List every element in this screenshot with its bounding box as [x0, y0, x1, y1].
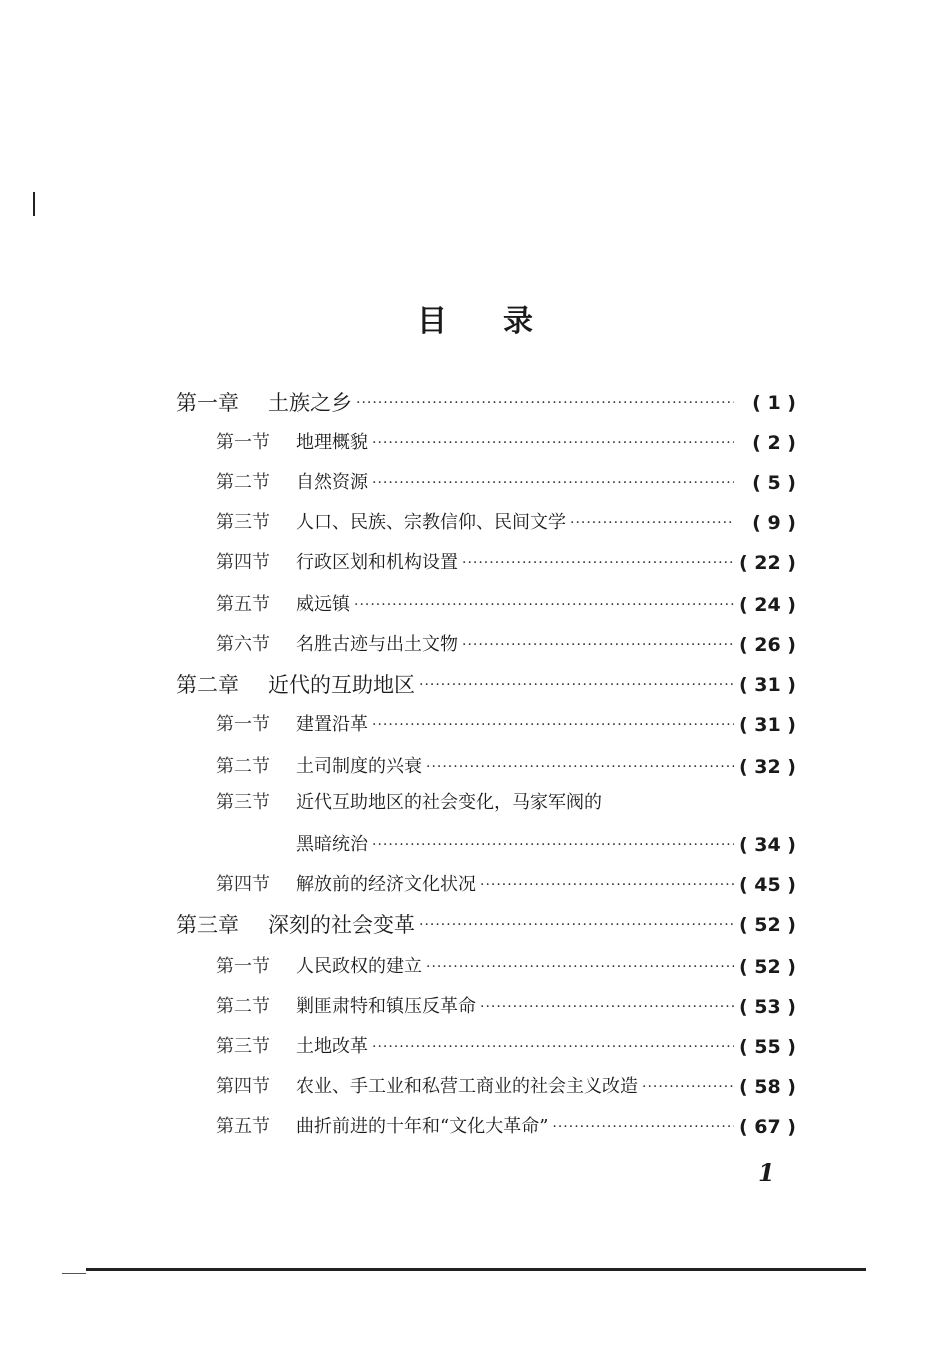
section-number: 第六节: [216, 634, 270, 655]
toc-section-row: [296, 828, 796, 862]
toc-chapter-row: [176, 908, 796, 942]
dot-leader: [480, 990, 734, 1024]
page-reference: ( 24 ): [738, 594, 796, 616]
toc-section-row: [216, 546, 796, 580]
chapter-number: 第一章: [176, 391, 239, 415]
section-title: 名胜古迹与出土文物: [296, 634, 458, 655]
dot-leader: [462, 628, 734, 662]
dot-leader: [372, 426, 734, 460]
dot-leader: [372, 1030, 734, 1064]
section-number: 第四节: [216, 552, 270, 573]
section-title: 自然资源: [296, 472, 368, 493]
page-reference: ( 67 ): [738, 1116, 796, 1138]
section-number: 第一节: [216, 714, 270, 735]
dot-leader: [552, 1110, 734, 1144]
section-title: 黑暗统治: [296, 834, 368, 855]
toc-section-row: [216, 506, 796, 540]
section-number: 第二节: [216, 472, 270, 493]
dot-leader: [372, 828, 734, 862]
page-reference: ( 31 ): [738, 714, 796, 736]
section-title: 人口、民族、宗教信仰、民间文学: [296, 512, 566, 533]
section-title: 农业、手工业和私营工商业的社会主义改造: [296, 1076, 638, 1097]
section-number: 第五节: [216, 1116, 270, 1137]
toc-chapter-row: [176, 386, 796, 420]
chapter-number: 第二章: [176, 673, 239, 697]
bottom-rule-thin: [62, 1273, 86, 1274]
toc-section-row: [216, 990, 796, 1024]
page-reference: ( 1 ): [752, 392, 796, 414]
dot-leader: [480, 868, 734, 902]
dot-leader: [419, 668, 734, 702]
dot-leader: [462, 546, 734, 580]
dot-leader: [372, 708, 734, 742]
toc-section-row: [216, 868, 796, 902]
page-reference: ( 52 ): [738, 956, 796, 978]
title-char-2: 录: [503, 304, 533, 339]
section-title: 建置沿革: [296, 714, 368, 735]
toc-section-row: [216, 426, 796, 460]
page-reference: ( 31 ): [738, 674, 796, 696]
page-reference: ( 26 ): [738, 634, 796, 656]
bottom-rule: [86, 1268, 866, 1271]
page-reference: ( 9 ): [752, 512, 796, 534]
section-title: 近代互助地区的社会变化，马家军阀的: [296, 792, 602, 813]
toc-section-row: [216, 628, 796, 662]
section-number: 第一节: [216, 432, 270, 453]
dot-leader: [642, 1070, 734, 1104]
section-title: 威远镇: [296, 594, 350, 615]
page-reference: ( 52 ): [738, 914, 796, 936]
page-reference: ( 34 ): [738, 834, 796, 856]
toc-section-row: [216, 786, 796, 820]
section-title: 剿匪肃特和镇压反革命: [296, 996, 476, 1017]
dot-leader: [372, 466, 734, 500]
title-char-1: 目: [417, 304, 447, 339]
page-reference: ( 22 ): [738, 552, 796, 574]
section-number: 第三节: [216, 1036, 270, 1057]
page-number: 1: [758, 1158, 775, 1187]
section-title: 曲折前进的十年和“文化大革命”: [296, 1116, 549, 1137]
section-title: 土地改革: [296, 1036, 368, 1057]
dot-leader: [354, 588, 734, 622]
chapter-number: 第三章: [176, 913, 239, 937]
section-number: 第二节: [216, 756, 270, 777]
section-title: 行政区划和机构设置: [296, 552, 458, 573]
toc-section-row: [216, 950, 796, 984]
toc-section-row: [216, 1110, 796, 1144]
section-number: 第四节: [216, 1076, 270, 1097]
dot-leader: [426, 950, 734, 984]
toc-section-row: [216, 708, 796, 742]
section-number: 第四节: [216, 874, 270, 895]
page-reference: ( 55 ): [738, 1036, 796, 1058]
section-title: 土司制度的兴衰: [296, 756, 422, 777]
page-reference: ( 45 ): [738, 874, 796, 896]
toc-section-row: [216, 750, 796, 784]
chapter-title: 深刻的社会变革: [268, 913, 415, 937]
section-title: 人民政权的建立: [296, 956, 422, 977]
dot-leader: [356, 386, 734, 420]
section-title: 地理概貌: [296, 432, 368, 453]
section-number: 第三节: [216, 512, 270, 533]
chapter-title: 土族之乡: [268, 391, 352, 415]
toc-section-row: [216, 1030, 796, 1064]
chapter-title: 近代的互助地区: [268, 673, 415, 697]
page-reference: ( 58 ): [738, 1076, 796, 1098]
section-title: 解放前的经济文化状况: [296, 874, 476, 895]
section-number: 第一节: [216, 956, 270, 977]
toc-section-row: [216, 588, 796, 622]
page-reference: ( 2 ): [752, 432, 796, 454]
page-reference: ( 5 ): [752, 472, 796, 494]
section-number: 第三节: [216, 792, 270, 813]
page-reference: ( 53 ): [738, 996, 796, 1018]
dot-leader: [426, 750, 734, 784]
toc-section-row: [216, 1070, 796, 1104]
section-number: 第二节: [216, 996, 270, 1017]
page-reference: ( 32 ): [738, 756, 796, 778]
section-number: 第五节: [216, 594, 270, 615]
dot-leader: [419, 908, 734, 942]
dot-leader: [570, 506, 734, 540]
toc-section-row: [216, 466, 796, 500]
toc-chapter-row: [176, 668, 796, 702]
